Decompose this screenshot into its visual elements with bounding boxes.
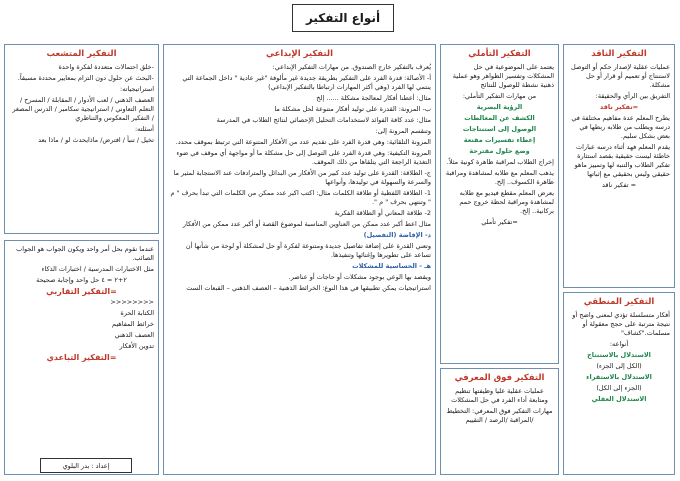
credit-label: إعداد : بدر البلوي xyxy=(40,458,132,473)
creative-thinking-box xyxy=(163,44,436,475)
page-title: أنواع التفكير xyxy=(292,4,394,32)
creative-line: ب- المرونة: القدرة على توليد أفكار متنوعة لحل مشكلة ما xyxy=(274,105,431,113)
logical-type-label: الاستدلال بالاستقراء xyxy=(586,373,652,381)
creative-line: استراتيجيات يمكن تطبيقها في هذا النوع: الخرائط الذهنية – العصف الذهني – القبعات الست xyxy=(186,284,431,292)
convergent-line: العصف الذهني xyxy=(114,331,154,339)
logical-heading: التفكير المنطقي xyxy=(583,297,655,307)
reflective-skill: الكشف عن المغالطات xyxy=(464,114,535,122)
reflective-skill: الوصول إلى استنتاجات xyxy=(462,125,537,133)
reflective-skill: إعطاء تفسيرات مقنعة xyxy=(463,136,536,144)
critical-line: يقدم المعلم فهد أثناء درسه عبارات خاطئة ليست حقيقية بقصد استثارة تفكير الطلاب والتنبه لها وتمييز ماهو حقيقي وليس بحقيقي مع إثباتها xyxy=(574,143,670,178)
metacognitive-thinking-box xyxy=(440,368,559,475)
branching-line: -خلق احتمالات متعددة لفكرة واحدة xyxy=(58,63,154,71)
metacognitive-heading: التفكير فوق المعرفي xyxy=(454,373,545,383)
convergent-line: <<<<<<<< xyxy=(110,298,154,306)
creative-line: يُعرف بالتفكير خارج الصندوق. من مهارات التفكير الإبداعي: xyxy=(272,63,431,71)
reflective-skill: الرؤية البصرية xyxy=(476,103,523,111)
reflective-result: =تفكير تأملي xyxy=(481,218,518,226)
branching-thinking-box xyxy=(4,44,159,234)
logical-thinking-box xyxy=(563,292,675,475)
reflective-intro: يعتمد على الموضوعية في حل المشكلات وتفسير الظواهر وهو عملية ذهنية نشطة للوصول للنتائج xyxy=(452,63,554,89)
creative-line: ج- الطلاقة: القدرة على توليد عدد كبير من الأفكار من البدائل والمترادفات عند الاستجابة لمثير ما والسرعة والسهولة في توليدها، وأنواعها xyxy=(173,169,431,186)
creative-line: هـ - الحساسية للمشكلات xyxy=(352,262,431,270)
branching-line: أسئلته: xyxy=(134,125,154,133)
creative-line: المرونة التلقائية: وهي قدرة الفرد على تقديم عدد من الأفكار المتنوعة التي ترتبط بموقف محدد. xyxy=(175,138,431,146)
convergent-line: خرائط المفاهيم xyxy=(112,320,154,328)
creative-line: وتنقسم المرونة إلى: xyxy=(375,127,431,135)
creative-line: مثال اعط أكبر عدد ممكن من العناوين المناسبة لموضوع القصة أو أكبر عدد ممكن من الأفكار xyxy=(182,220,431,228)
logical-type-desc: (الجزء إلى الكل) xyxy=(596,384,642,392)
reflective-example: إخراج الطلاب لمراقبة ظاهرة كونية مثلاً. xyxy=(446,158,554,166)
convergent-line: الكتابة الحرة xyxy=(120,309,154,317)
creative-line: ويقصد بها الوعي بوجود مشكلات أو حاجات أو عناصر. xyxy=(288,273,431,281)
reflective-example: يذهب المعلم مع طلابه لمشاهدة ومراقبة ظاهرة الكسوف.. إلخ. xyxy=(445,169,554,186)
critical-result: =تفكير ناقد xyxy=(599,103,639,111)
critical-line: يطرح المعلم عدة مفاهيم مختلفة في درسه ويطلب من طلابه ربطها في بعض بشكل سليم. xyxy=(571,114,670,140)
convergent-line: عندما نقوم بحل أمر واحد ويكون الجواب هو الجواب الصائب. xyxy=(16,245,154,262)
creative-line: 2- طلاقة المعاني أو الطلاقة الفكرية xyxy=(334,209,431,217)
creative-line: مثال: عدد كافة الفوائد لاستخدامات التحليل الإحصائي لنتائج الطلاب في المدرسة xyxy=(216,116,431,124)
branching-line: -البحث عن حلول دون التزام بمعايير محددة مسبقاً. xyxy=(17,74,154,82)
creative-line: د- الإفاضة (التفصيل) xyxy=(363,231,431,239)
reflective-example: يعرض المعلم مقطع فيديو مع طلابه لمشاهدة ومراقبة لحظة خروج حمم بركانية.. إلخ. xyxy=(459,189,554,215)
metacognitive-intro: عمليات عقلية عليا وظيفتها تنظيم ومتابعة أداء الفرد في حل المشكلات xyxy=(451,387,548,404)
creative-heading: التفكير الإبداعي xyxy=(265,49,334,59)
creative-line: المرونة التكيفية: وهي قدرة الفرد على التوصل إلى حل مشكلة ما أو مواجهة أي موقف في ضوء التغذية الراجعة التي يتلقاها من ذلك الموقف. xyxy=(176,149,431,166)
reflective-skill: وضع حلول مقترحة xyxy=(469,147,530,155)
creative-line: 1- الطلاقة اللفظية أو طلاقة الكلمات مثال: اكتب اكبر عدد ممكن من الكلمات التي تبدأ بحرف " م " وتنتهي بحرف " م ". xyxy=(170,189,431,206)
divergent-result: =التفكير التباعدي xyxy=(46,353,117,362)
logical-type-label: الاستدلال العقلي xyxy=(591,395,647,403)
critical-line: التفريق بين الرأي والحقيقة: xyxy=(595,92,670,100)
critical-heading: التفكير الناقد xyxy=(591,49,647,59)
convergent-line: ٢+٢ = ٤ حل واحد وإجابة صحيحة xyxy=(36,276,127,284)
critical-thinking-box xyxy=(563,44,675,288)
creative-line: وتعني القدرة على إضافة تفاصيل جديدة ومتنوعة لفكرة أو حل لمشكلة أو لوحة من شأنها أن تساعد على تطويرها وإغنائها وتنفيذها. xyxy=(185,242,431,259)
convergent-line: مثل الاختبارات المدرسية / اختبارات الذكاء xyxy=(41,265,154,273)
logical-types-label: أنواعه: xyxy=(609,340,629,348)
reflective-thinking-box xyxy=(440,44,559,364)
branching-line: العصف الذهني / لعب الأدوار / المقابلة / المسرح / التعلم التعاوني / استراتيجية سكامبر / الدرس المصغر / التفكير المعكوس والتناظري xyxy=(12,96,154,122)
branching-heading: التفكير المتشعب xyxy=(46,49,117,59)
convergent-thinking-box xyxy=(4,240,159,475)
critical-definition: عمليات عقلية لإصدار حكم أو التوصل لاستنتاج أو تعميم أو قرار أو حل مشكلة. xyxy=(571,63,670,89)
reflective-skills-label: من مهارات التفكير التأملي: xyxy=(462,92,537,100)
branching-line: استراتيجياته: xyxy=(120,85,154,93)
logical-type-label: الاستدلال بالاستنتاج xyxy=(587,351,651,359)
creative-line: أ- الأصالة: قدرة الفرد على التفكير بطريقة جديدة غير مألوفة "غير عادية " داخل الجماعة التي ينتمي لها الفرد (وهي أكثر المهارات ارتباطا بالتفكير الإبداعي) xyxy=(182,74,431,91)
metacognitive-skills: مهارات التفكير فوق المعرفي: التخطيط /المراقبة /الرصد / التقييم xyxy=(446,407,553,424)
convergent-line: تدوين الأفكار xyxy=(119,342,154,350)
logical-intro: أفكار متسلسلة تؤدي لمعنى واضح أو نتيجة مترتبة على حجج معقولة أو مسلمات."كشاف" xyxy=(572,311,670,337)
convergent-result: =التفكير التقاربي xyxy=(46,287,117,296)
branching-line: تخيل / تنبأ / افترض/ ماذايحدث لو / ماذا بعد xyxy=(38,136,154,144)
logical-type-desc: (الكل إلى الجزء) xyxy=(596,362,642,370)
creative-line: مثال: أعطنا أفكار لمعالجة مشكلة ...... إلخ xyxy=(316,94,431,102)
critical-result: = تفكير ناقد xyxy=(601,181,637,189)
reflective-heading: التفكير التأملي xyxy=(468,49,531,59)
